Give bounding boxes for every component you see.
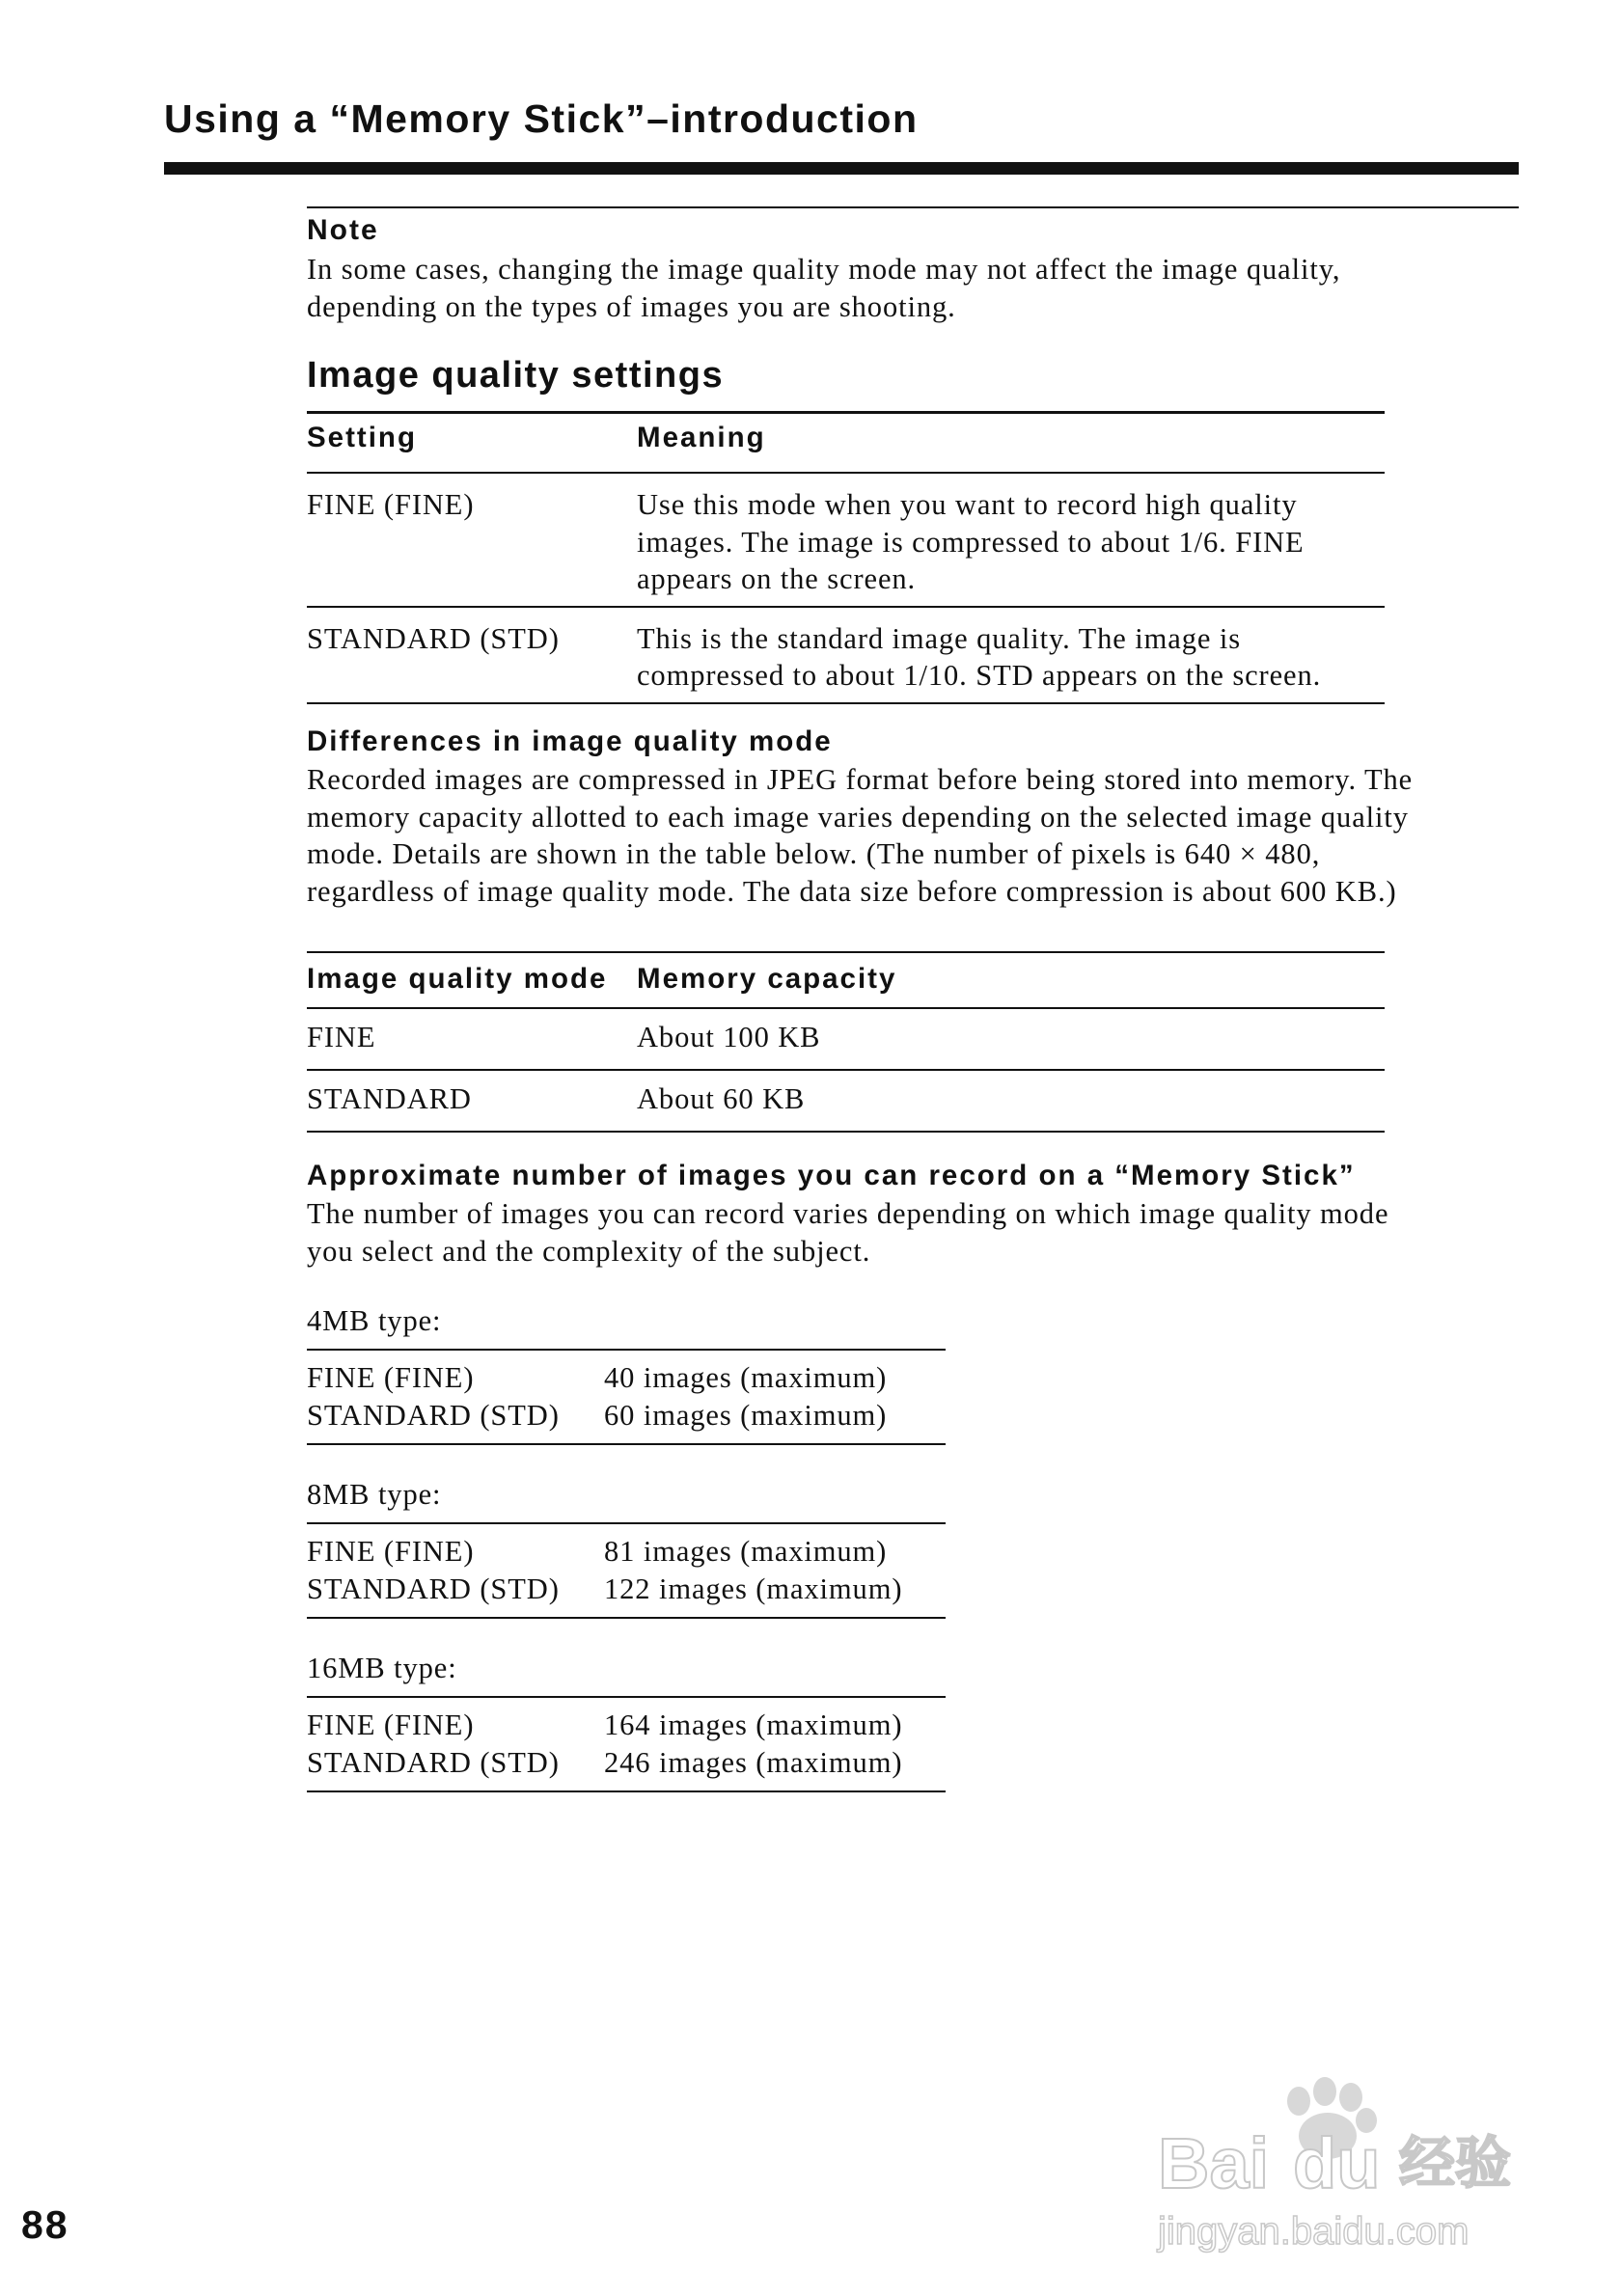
count-cell: 246 images (maximum) [604,1745,903,1779]
meaning-line: appears on the screen. [637,562,917,595]
mode-cell: STANDARD [307,1070,637,1132]
table-row [307,1697,946,1744]
baidu-watermark [1156,2064,1542,2257]
title-rule [164,162,1519,175]
differences-line: Recorded images are compressed in JPEG format before being stored into memory. The [307,763,1414,796]
table-row [307,473,1385,607]
count-cell: 81 images (maximum) [604,1535,888,1568]
page-number: 88 [21,2202,69,2247]
table-row [307,1571,946,1619]
column-header-image-quality-mode: Image quality mode [307,952,637,1008]
type-label-16mb: 16MB type: [307,1652,457,1684]
mode-cell: STANDARD (STD) [307,1398,560,1432]
approx-line: The number of images you can record varies depending on which image quality mode [307,1197,1389,1230]
note-line: depending on the types of images you are shooting. [307,289,956,323]
table-header-row [307,952,1385,1008]
note-label: Note [307,214,379,246]
memory-capacity-table [307,951,1385,1133]
setting-cell: STANDARD (STD) [307,607,637,703]
meaning-cell [637,607,1385,703]
watermark-url: jingyan.baidu.com [1158,2210,1470,2253]
table-row [307,1744,946,1792]
mode-cell: FINE (FINE) [307,1708,475,1741]
capacity-cell: About 100 KB [637,1008,1385,1070]
column-header-setting: Setting [307,413,637,474]
approx-text [307,1195,1388,1270]
image-count-table-16mb [307,1696,946,1792]
differences-heading: Differences in image quality mode [307,725,833,757]
setting-cell: FINE (FINE) [307,473,637,607]
meaning-line: Use this mode when you want to record high quality [637,488,1298,521]
differences-line: mode. Details are shown in the table below. (The number of pixels is 640 × 480, [307,837,1321,870]
type-label-4mb: 4MB type: [307,1304,442,1337]
approx-heading: Approximate number of images you can record on a “Memory Stick” [307,1160,1356,1191]
count-cell: 40 images (maximum) [604,1361,888,1394]
watermark-brand: Bai [1158,2123,1270,2203]
count-cell: 60 images (maximum) [604,1398,888,1432]
image-count-table-8mb [307,1522,946,1619]
table-row [307,1070,1385,1132]
meaning-line: This is the standard image quality. The image is [637,621,1241,655]
meaning-line: images. The image is compressed to about 1/6. FINE [637,525,1305,559]
column-header-meaning: Meaning [637,413,1385,474]
table-row [307,1008,1385,1070]
column-header-memory-capacity: Memory capacity [637,952,1385,1008]
mode-cell: FINE (FINE) [307,1361,475,1394]
type-label-8mb: 8MB type: [307,1478,442,1511]
meaning-cell [637,473,1385,607]
mode-cell: STANDARD (STD) [307,1572,560,1605]
table-row [307,1523,946,1571]
section-title-image-quality-settings: Image quality settings [307,355,725,396]
table-row [307,1350,946,1397]
page-title: Using a “Memory Stick”–introduction [164,96,919,141]
settings-table [307,411,1385,704]
differences-line: memory capacity allotted to each image varies depending on the selected image quality [307,800,1409,834]
note-line: In some cases, changing the image quality mode may not affect the image quality, [307,253,1341,286]
watermark-suffix: 经验 [1399,2130,1512,2196]
capacity-cell: About 60 KB [637,1070,1385,1132]
differences-text [307,761,1413,910]
table-row [307,1397,946,1445]
count-cell: 122 images (maximum) [604,1572,903,1605]
count-cell: 164 images (maximum) [604,1708,903,1741]
mode-cell: FINE [307,1008,637,1070]
note-rule [307,206,1519,208]
approx-line: you select and the complexity of the subject. [307,1234,871,1268]
mode-cell: STANDARD (STD) [307,1745,560,1779]
differences-line: regardless of image quality mode. The data size before compression is about 600 KB.) [307,874,1397,908]
watermark-brand-du: du [1293,2123,1381,2203]
mode-cell: FINE (FINE) [307,1535,475,1568]
note-text [307,251,1340,325]
table-row [307,607,1385,703]
image-count-table-4mb [307,1349,946,1445]
meaning-line: compressed to about 1/10. STD appears on the screen. [637,659,1322,692]
table-header-row [307,413,1385,474]
